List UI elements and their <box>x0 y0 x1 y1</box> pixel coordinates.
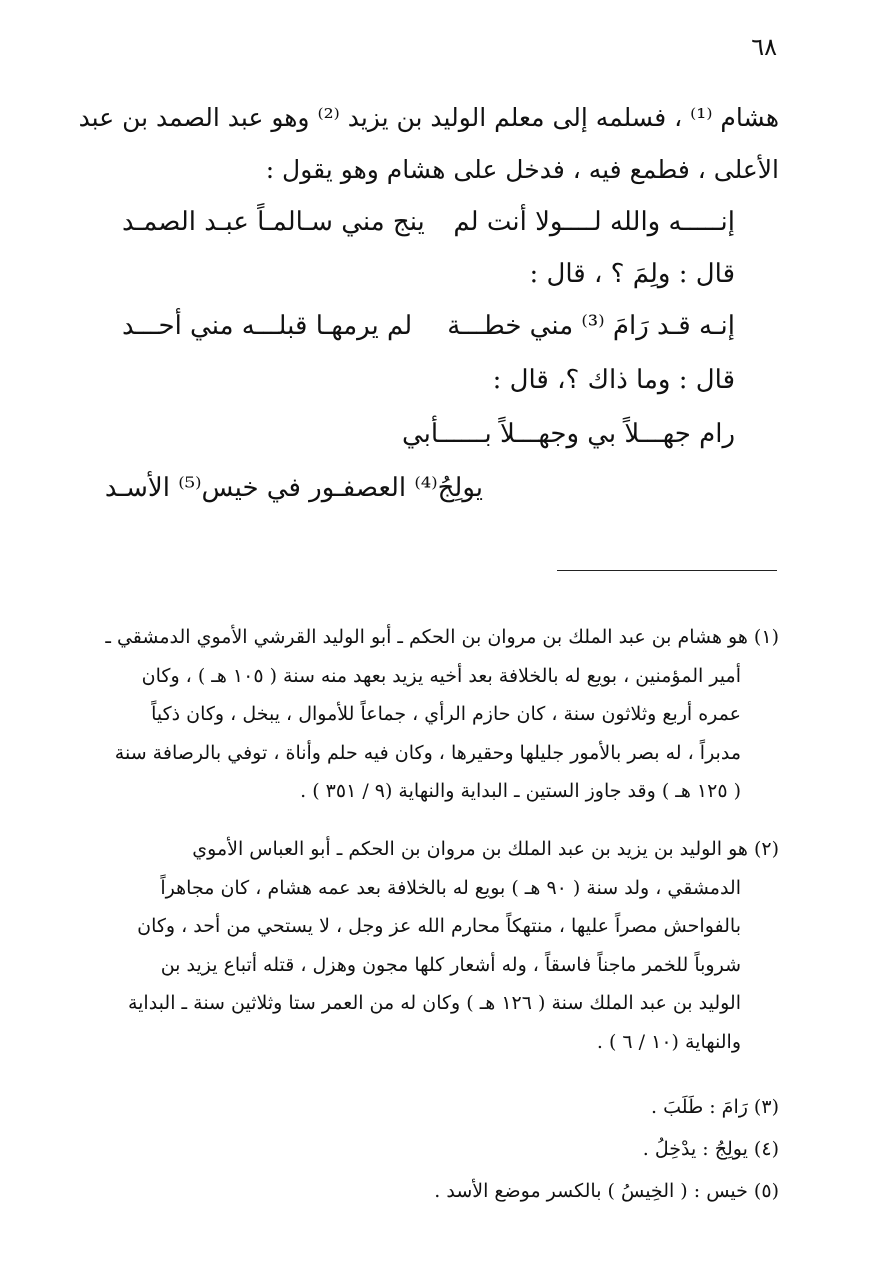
footnote-line: الدمشقي ، ولد سنة ( ٩٠ هـ ) بويع له بالخلافة بعد عمه هشام ، كان مجاهراً <box>160 876 741 899</box>
verse-first-hemistich: رام جهـــلاً بي وجهـــلاً بــــــأبي <box>401 419 735 449</box>
footnote-line: (٢) هو الوليد بن يزيد بن عبد الملك بن مروان بن الحكم ـ أبو العباس الأموي <box>192 838 779 860</box>
verse-second-hemistich: لم يرمهـا قبلـــه مني أحـــد <box>122 311 413 341</box>
footnote-line: (١) هو هشام بن عبد الملك بن مروان بن الحكم ـ أبو الوليد القرشي الأموي الدمشقي ـ <box>105 626 779 648</box>
verse-second-hemistich: يولِجُ⁽⁴⁾ العصفـور في خيس⁽⁵⁾ الأسـد <box>104 473 483 503</box>
footnote-5: (٥) خيس : ( الخِيسُ ) بالكسر موضع الأسد . <box>434 1180 779 1202</box>
footnote-separator <box>557 570 777 571</box>
page-number: ٦٨ <box>751 33 777 61</box>
verse-first-hemistich: إنـــــه والله لــــولا أنت لم <box>453 207 735 237</box>
footnote-line: شروباً للخمر ماجناً فاسقاً ، وله أشعار كلها مجون وهزل ، قتله أتباع يزيد بن <box>160 953 741 976</box>
body-paragraph <box>79 92 779 196</box>
verse-first-hemistich: إنـه قـد رَامَ ⁽³⁾ مني خطـــة <box>447 311 735 341</box>
verse-second-hemistich: ينج مني سـالمـاً عبـد الصمـد <box>122 207 425 237</box>
footnote-2 <box>74 830 779 1061</box>
footnote-line: الوليد بن عبد الملك سنة ( ١٢٦ هـ ) وكان له من العمر ستا وثلاثين سنة ـ البداية <box>127 992 741 1014</box>
footnote-line: والنهاية (١٠ / ٦ ) . <box>596 1030 741 1053</box>
footnote-line: عمره أربع وثلاثون سنة ، كان حازم الرأي ، جماعاً للأموال ، يبخل ، وكان ذكياً <box>151 703 741 725</box>
footnote-4: (٤) يولِجُ : يدْخِلُ . <box>642 1138 779 1160</box>
footnote-line: بالفواحش مصراً عليها ، منتهكاً محارم الله عز وجل ، لا يستحي من أحد ، وكان <box>137 915 741 937</box>
footnote-3: (٣) رَامَ : طَلَبَ . <box>651 1096 779 1118</box>
footnote-line: مدبراً ، له بصر بالأمور جليلها وحقيرها ، وكان فيه حلم وأناة ، توفي بالرصافة سنة <box>114 741 741 764</box>
footnote-line: أمير المؤمنين ، بويع له بالخلافة بعد أخيه يزيد بعهد منه سنة ( ١٠٥ هـ ) ، وكان <box>141 664 741 687</box>
body-line: هشام ⁽¹⁾ ، فسلمه إلى معلم الوليد بن يزيد ⁽²⁾ وهو عبد الصمد بن عبد <box>79 103 779 132</box>
footnote-line: ( ١٢٥ هـ ) وقد جاوز الستين ـ البداية والنهاية (٩ / ٣٥١ ) . <box>300 780 741 802</box>
body-line: قال : وما ذاك ؟، قال : <box>492 365 735 395</box>
body-line: قال : ولِمَ ؟ ، قال : <box>529 259 735 289</box>
footnote-1 <box>74 618 779 811</box>
body-line: الأعلى ، فطمع فيه ، فدخل على هشام وهو يقول : <box>265 155 779 184</box>
